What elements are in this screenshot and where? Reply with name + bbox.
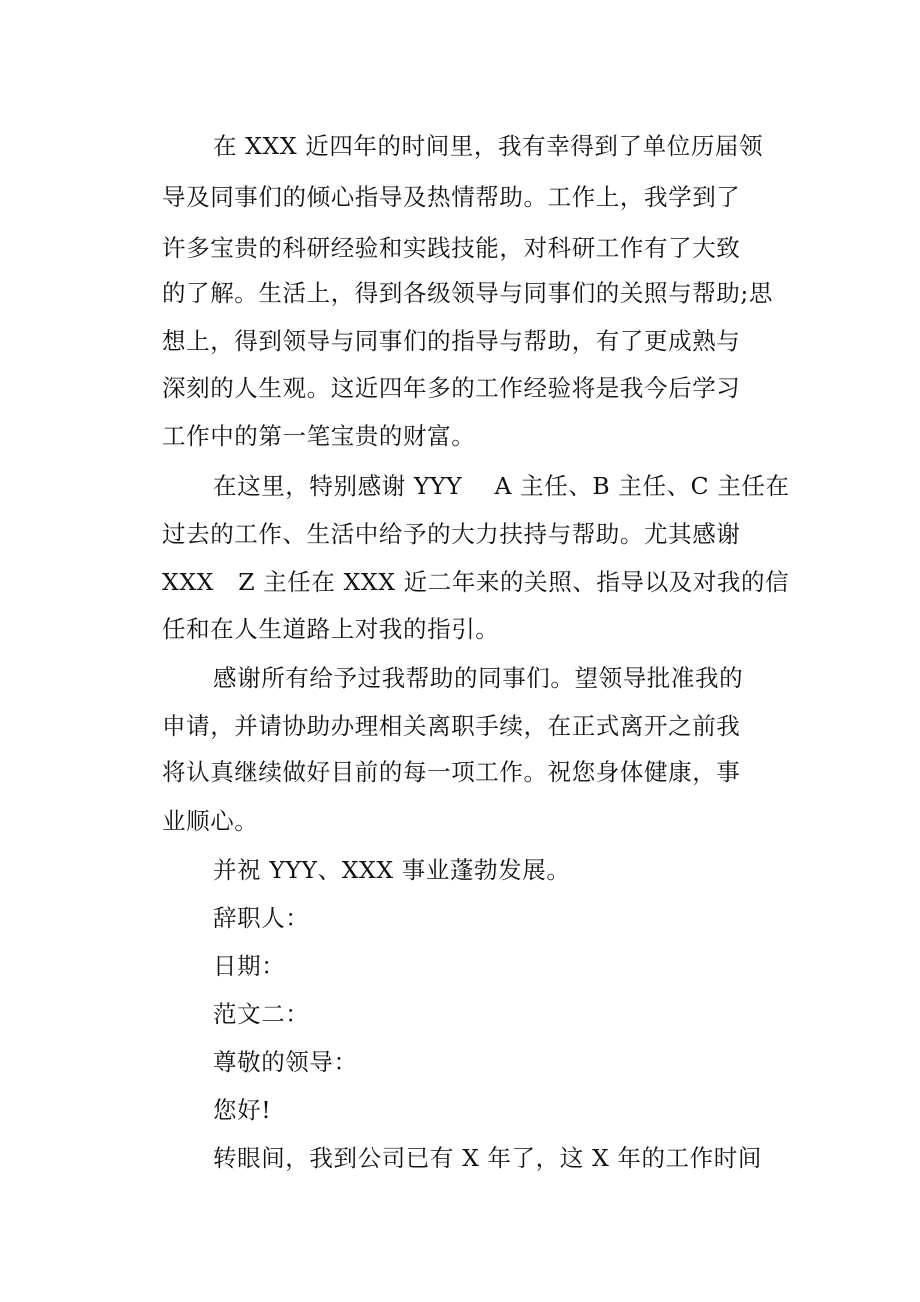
paragraph-3-line-3: 将认真继续做好目前的每一项工作。祝您身体健康，事 [162,758,741,786]
sample-two-line-1: 转眼间，我到公司已有 X 年了，这 X 年的工作时间 [213,1144,762,1172]
closing-wish: 并祝 YYY、XXX 事业蓬勃发展。 [213,856,571,884]
paragraph-1-line-7: 工作中的第一笔宝贵的财富。 [162,422,476,450]
resigner-label: 辞职人： [213,904,310,932]
paragraph-2-line-2: 过去的工作、生活中给予的大力扶持与帮助。尤其感谢 [162,520,741,548]
salutation: 尊敬的领导： [213,1048,358,1076]
paragraph-2-line-3: XXX Z 主任在 XXX 近二年来的关照、指导以及对我的信 [162,568,790,596]
sample-two-heading: 范文二： [213,1000,310,1028]
date-label: 日期： [213,952,286,980]
paragraph-1-line-6: 深刻的人生观。这近四年多的工作经验将是我今后学习 [162,374,741,402]
paragraph-1-line-2: 导及同事们的倾心指导及热情帮助。工作上，我学到了 [162,183,741,211]
paragraph-3-line-2: 申请，并请协助办理相关离职手续，在正式离开之前我 [162,712,741,740]
greeting: 您好! [213,1096,272,1124]
paragraph-2-line-4: 任和在人生道路上对我的指引。 [162,615,500,643]
paragraph-1-line-1: 在 XXX 近四年的时间里，我有幸得到了单位历届领 [213,132,764,160]
paragraph-1-line-3: 许多宝贵的科研经验和实践技能，对科研工作有了大致 [162,234,741,262]
paragraph-2-line-1: 在这里，特别感谢 YYY A 主任、B 主任、C 主任在 [213,472,790,500]
paragraph-1-line-5: 想上，得到领导与同事们的指导与帮助，有了更成熟与 [162,327,741,355]
paragraph-1-line-4: 的了解。生活上，得到各级领导与同事们的关照与帮助;思 [162,279,774,307]
paragraph-3-line-1: 感谢所有给予过我帮助的同事们。望领导批准我的 [213,664,744,692]
paragraph-3-line-4: 业顺心。 [162,807,259,835]
